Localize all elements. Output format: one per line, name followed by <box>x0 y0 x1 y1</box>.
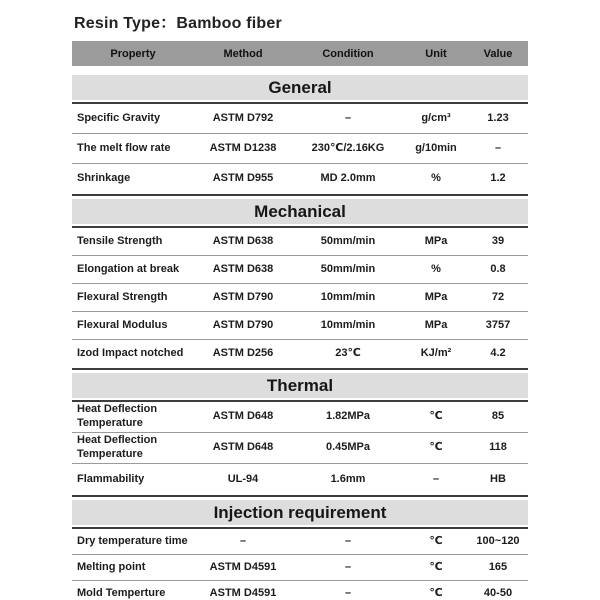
cell-condition: 230℃/2.16KG <box>311 141 385 154</box>
section-band-thermal <box>72 368 528 402</box>
table-header-row <box>72 41 528 66</box>
section-title-injection: Injection requirement <box>72 500 528 525</box>
table-row <box>72 581 528 600</box>
cell-value: 165 <box>488 560 508 573</box>
section-band-mechanical <box>72 194 528 228</box>
cell-value: HB <box>490 472 506 485</box>
cell-condition: 1.6mm <box>330 472 366 485</box>
cell-value: 118 <box>489 441 507 454</box>
page-title: Resin Type：Bamboo fiber <box>74 15 282 32</box>
cell-unit: % <box>431 172 441 185</box>
column-header-condition: Condition <box>322 47 374 60</box>
resin-spec-sheet <box>0 10 600 600</box>
cell-condition: 10mm/min <box>320 290 376 303</box>
cell-unit: MPa <box>424 290 448 303</box>
table-row <box>72 164 528 194</box>
table-row <box>72 256 528 284</box>
cell-condition: – <box>344 587 352 600</box>
cell-method: ASTM D4591 <box>209 587 277 600</box>
cell-condition: – <box>344 111 352 124</box>
cell-method: UL-94 <box>227 472 259 485</box>
cell-condition: – <box>344 560 352 573</box>
column-header-value: Value <box>483 47 513 60</box>
cell-value: 39 <box>491 234 505 247</box>
cell-method: – <box>239 534 247 547</box>
cell-property: Flexural Strength <box>77 290 168 303</box>
cell-method: ASTM D790 <box>212 318 274 331</box>
cell-value: – <box>494 141 502 154</box>
cell-property: Dry temperature time <box>77 534 188 547</box>
table-row <box>72 555 528 581</box>
cell-property: Flammability <box>77 472 145 485</box>
cell-value: 100~120 <box>476 534 520 547</box>
section-rows-thermal <box>72 402 528 495</box>
cell-unit: ℃ <box>429 560 443 573</box>
section-rows-injection <box>72 529 528 600</box>
table-row <box>72 433 528 464</box>
cell-property: Shrinkage <box>77 172 131 185</box>
cell-value: 3757 <box>485 318 511 331</box>
cell-value: 40-50 <box>483 587 513 600</box>
cell-condition: 1.82MPa <box>325 410 371 423</box>
cell-condition: 50mm/min <box>320 234 376 247</box>
table-body <box>72 75 528 600</box>
column-header-unit: Unit <box>425 47 447 60</box>
table-row <box>72 529 528 555</box>
cell-property: Elongation at break <box>77 262 180 275</box>
section-band-injection <box>72 495 528 529</box>
cell-unit: ℃ <box>429 534 443 547</box>
cell-method: ASTM D256 <box>212 347 274 360</box>
cell-condition: 0.45MPa <box>325 441 371 454</box>
cell-property: Heat Deflection Temperature <box>77 403 158 429</box>
cell-condition: MD 2.0mm <box>320 172 376 185</box>
table-row <box>72 312 528 340</box>
cell-unit: – <box>432 472 440 485</box>
cell-unit: g/cm³ <box>421 111 451 124</box>
column-header-method: Method <box>223 47 263 60</box>
cell-value: 85 <box>491 410 505 423</box>
cell-condition: 10mm/min <box>320 318 376 331</box>
cell-unit: MPa <box>424 234 448 247</box>
cell-method: ASTM D955 <box>212 172 274 185</box>
cell-unit: KJ/m² <box>420 347 452 360</box>
cell-property: The melt flow rate <box>77 141 171 154</box>
cell-property: Heat Deflection Temperature <box>77 434 158 460</box>
table-row <box>72 104 528 134</box>
table-row <box>72 464 528 495</box>
cell-unit: ℃ <box>429 441 443 454</box>
cell-unit: ℃ <box>429 410 443 423</box>
column-header-property: Property <box>110 47 156 60</box>
cell-value: 1.23 <box>487 111 509 124</box>
cell-method: ASTM D4591 <box>209 560 277 573</box>
cell-condition: – <box>344 534 352 547</box>
cell-method: ASTM D638 <box>212 262 274 275</box>
section-title-thermal: Thermal <box>72 373 528 398</box>
spec-table <box>72 41 528 600</box>
cell-property: Izod Impact notched <box>77 347 184 360</box>
cell-unit: % <box>431 262 441 275</box>
cell-method: ASTM D638 <box>212 234 274 247</box>
cell-property: Flexural Modulus <box>77 318 168 331</box>
cell-unit: g/10min <box>415 141 457 154</box>
cell-method: ASTM D792 <box>212 111 274 124</box>
cell-property: Specific Gravity <box>77 111 161 124</box>
section-title-mechanical: Mechanical <box>72 199 528 224</box>
cell-property: Mold Temperture <box>77 587 166 600</box>
cell-method: ASTM D1238 <box>209 141 277 154</box>
table-row <box>72 284 528 312</box>
table-row <box>72 134 528 164</box>
cell-value: 72 <box>491 290 505 303</box>
table-row <box>72 402 528 433</box>
table-row <box>72 340 528 368</box>
section-rows-general <box>72 104 528 194</box>
section-rows-mechanical <box>72 228 528 368</box>
cell-condition: 50mm/min <box>320 262 376 275</box>
section-band-general <box>72 75 528 104</box>
cell-property: Tensile Strength <box>77 234 163 247</box>
cell-value: 0.8 <box>490 262 506 275</box>
cell-unit: MPa <box>424 318 448 331</box>
table-row <box>72 228 528 256</box>
cell-value: 1.2 <box>490 172 506 185</box>
cell-value: 4.2 <box>490 347 506 360</box>
cell-unit: ℃ <box>429 587 443 600</box>
cell-method: ASTM D790 <box>212 290 274 303</box>
section-title-general: General <box>72 75 528 100</box>
cell-method: ASTM D648 <box>212 410 274 423</box>
cell-method: ASTM D648 <box>212 441 274 454</box>
cell-condition: 23℃ <box>335 347 361 360</box>
cell-property: Melting point <box>77 560 146 573</box>
